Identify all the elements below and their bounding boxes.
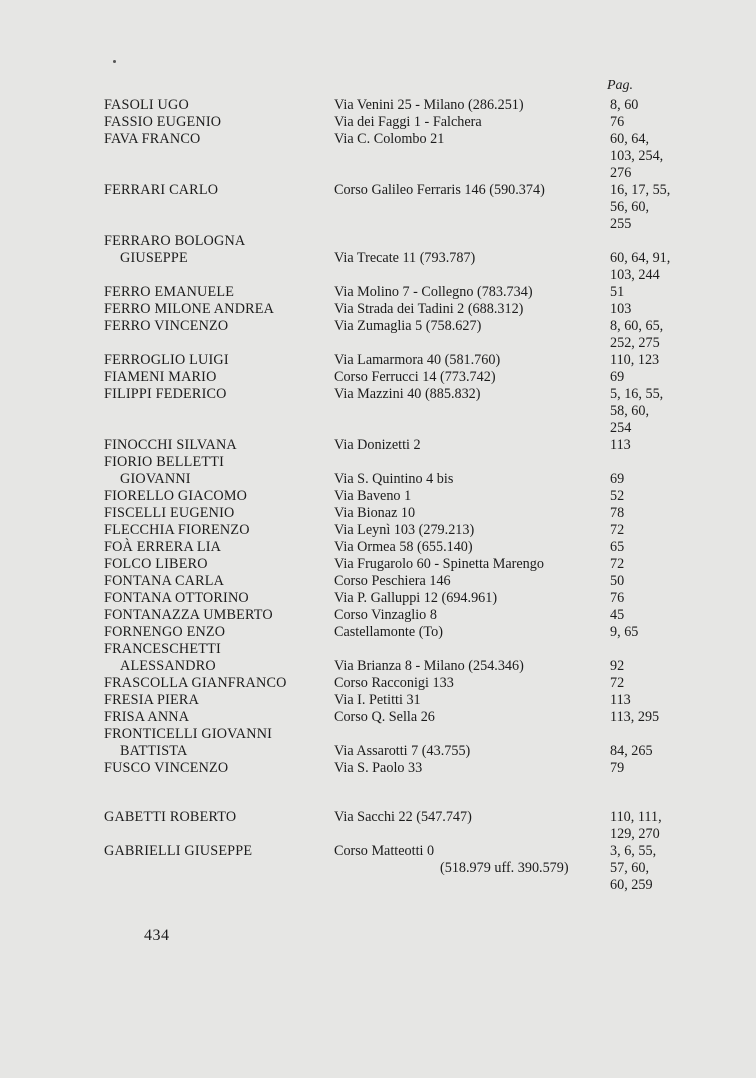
page-references: 51 — [610, 284, 625, 300]
person-name: FISCELLI EUGENIO — [104, 505, 235, 521]
entry-line — [0, 743, 756, 760]
entry-line — [0, 284, 756, 301]
person-name: FIAMENI MARIO — [104, 369, 217, 385]
person-name: FERROGLIO LUIGI — [104, 352, 229, 368]
person-name: FLECCHIA FIORENZO — [104, 522, 250, 538]
page-references: 60, 64, 91, — [610, 250, 671, 266]
entry-line — [0, 199, 756, 216]
index-entry — [0, 114, 756, 131]
entry-line — [0, 471, 756, 488]
entry-line — [0, 403, 756, 420]
index-entry — [0, 97, 756, 114]
page-references: 76 — [610, 590, 625, 606]
entry-line — [0, 250, 756, 267]
person-name: FRASCOLLA GIANFRANCO — [104, 675, 287, 691]
entry-line — [0, 182, 756, 199]
page-references: 72 — [610, 556, 625, 572]
person-name: FUSCO VINCENZO — [104, 760, 229, 776]
index-entry — [0, 505, 756, 522]
entry-line — [0, 809, 756, 826]
address: (518.979 uff. 390.579) — [440, 860, 569, 876]
entry-line — [0, 335, 756, 352]
page-references: 72 — [610, 522, 625, 538]
page-references: 113 — [610, 692, 631, 708]
person-name: FASSIO EUGENIO — [104, 114, 222, 130]
page-references: 79 — [610, 760, 625, 776]
person-name: GABETTI ROBERTO — [104, 809, 237, 825]
person-name: FERRO EMANUELE — [104, 284, 235, 300]
entry-line — [0, 114, 756, 131]
address: Via I. Petitti 31 — [334, 692, 421, 708]
page-references: 254 — [610, 420, 632, 436]
entry-line — [0, 488, 756, 505]
page-references: 8, 60 — [610, 97, 639, 113]
person-name: GABRIELLI GIUSEPPE — [104, 843, 253, 859]
page-references: 110, 123 — [610, 352, 660, 368]
address: Corso Vinzaglio 8 — [334, 607, 437, 623]
page-references: 129, 270 — [610, 826, 660, 842]
index-entry — [0, 386, 756, 437]
person-name: FOLCO LIBERO — [104, 556, 208, 572]
index-entry — [0, 760, 756, 777]
address: Via Strada dei Tadini 2 (688.312) — [334, 301, 524, 317]
page-references: 58, 60, — [610, 403, 650, 419]
index-entry — [0, 233, 756, 284]
page-references: 92 — [610, 658, 625, 674]
index-entry — [0, 182, 756, 233]
entry-line — [0, 131, 756, 148]
page-references: 65 — [610, 539, 625, 555]
person-name: GIUSEPPE — [120, 250, 188, 266]
person-name: FERRARO BOLOGNA — [104, 233, 246, 249]
address: Via Frugarolo 60 - Spinetta Marengo — [334, 556, 544, 572]
index-entry — [0, 726, 756, 760]
page-references: 3, 6, 55, — [610, 843, 657, 859]
page-references: 103, 244 — [610, 267, 660, 283]
address: Corso Ferrucci 14 (773.742) — [334, 369, 496, 385]
page-references: 113, 295 — [610, 709, 660, 725]
entry-line — [0, 97, 756, 114]
person-name: FINOCCHI SILVANA — [104, 437, 237, 453]
page-number: 434 — [144, 927, 170, 944]
address: Corso Racconigi 133 — [334, 675, 454, 691]
entry-line — [0, 607, 756, 624]
index-entry — [0, 352, 756, 369]
address: Via S. Quintino 4 bis — [334, 471, 454, 487]
address: Via Bionaz 10 — [334, 505, 416, 521]
page-references: 84, 265 — [610, 743, 653, 759]
index-entry — [0, 590, 756, 607]
entry-line — [0, 454, 756, 471]
entry-line — [0, 860, 756, 877]
index-entry — [0, 709, 756, 726]
address: Corso Q. Sella 26 — [334, 709, 435, 725]
page-references: 276 — [610, 165, 632, 181]
address: Castellamonte (To) — [334, 624, 443, 640]
page-references: 69 — [610, 369, 625, 385]
entry-line — [0, 522, 756, 539]
index-entry — [0, 284, 756, 301]
page-references: 113 — [610, 437, 631, 453]
address: Corso Galileo Ferraris 146 (590.374) — [334, 182, 545, 198]
index-entry — [0, 522, 756, 539]
person-name: FIORELLO GIACOMO — [104, 488, 248, 504]
page-references: 56, 60, — [610, 199, 650, 215]
index-entry — [0, 692, 756, 709]
address: Via C. Colombo 21 — [334, 131, 445, 147]
page-references: 103 — [610, 301, 632, 317]
address: Corso Matteotti 0 — [334, 843, 435, 859]
entry-line — [0, 692, 756, 709]
page-references: 60, 64, — [610, 131, 650, 147]
page-references: 69 — [610, 471, 625, 487]
person-name: FILIPPI FEDERICO — [104, 386, 227, 402]
page-references: 103, 254, — [610, 148, 664, 164]
pages-column-header: Pag. — [607, 78, 634, 93]
entry-line — [0, 556, 756, 573]
ink-speck — [113, 60, 116, 63]
page-references: 110, 111, — [610, 809, 662, 825]
page-references: 57, 60, — [610, 860, 650, 876]
person-name: GIOVANNI — [120, 471, 191, 487]
entry-line — [0, 216, 756, 233]
person-name: FORNENGO ENZO — [104, 624, 226, 640]
page-references: 45 — [610, 607, 625, 623]
address: Via Venini 25 - Milano (286.251) — [334, 97, 524, 113]
address: Via Mazzini 40 (885.832) — [334, 386, 481, 402]
page-references: 9, 65 — [610, 624, 639, 640]
entry-line — [0, 369, 756, 386]
entry-line — [0, 843, 756, 860]
address: Via S. Paolo 33 — [334, 760, 423, 776]
person-name: ALESSANDRO — [120, 658, 216, 674]
index-entry — [0, 539, 756, 556]
entry-line — [0, 233, 756, 250]
address: Via Ormea 58 (655.140) — [334, 539, 473, 555]
address: Via Assarotti 7 (43.755) — [334, 743, 471, 759]
address: Via P. Galluppi 12 (694.961) — [334, 590, 498, 606]
person-name: FAVA FRANCO — [104, 131, 201, 147]
address: Via Leynì 103 (279.213) — [334, 522, 475, 538]
entry-line — [0, 624, 756, 641]
page-references: 252, 275 — [610, 335, 660, 351]
entry-line — [0, 165, 756, 182]
index-entry — [0, 437, 756, 454]
address: Via Brianza 8 - Milano (254.346) — [334, 658, 524, 674]
entry-line — [0, 267, 756, 284]
page-references: 78 — [610, 505, 625, 521]
person-name: FRANCESCHETTI — [104, 641, 221, 657]
address: Via Molino 7 - Collegno (783.734) — [334, 284, 533, 300]
index-entry — [0, 675, 756, 692]
entry-line — [0, 386, 756, 403]
index-entry — [0, 809, 756, 843]
page-references: 52 — [610, 488, 625, 504]
index-entry — [0, 843, 756, 894]
page-references: 8, 60, 65, — [610, 318, 664, 334]
entry-line — [0, 877, 756, 894]
address: Via Trecate 11 (793.787) — [334, 250, 476, 266]
entry-line — [0, 760, 756, 777]
index-entry — [0, 301, 756, 318]
entry-line — [0, 675, 756, 692]
person-name: FONTANA OTTORINO — [104, 590, 249, 606]
person-name: FRONTICELLI GIOVANNI — [104, 726, 273, 742]
index-entry — [0, 454, 756, 488]
address: Via dei Faggi 1 - Falchera — [334, 114, 482, 130]
index-entry — [0, 641, 756, 675]
index-entry — [0, 607, 756, 624]
person-name: FOÀ ERRERA LIA — [104, 539, 222, 555]
person-name: FERRO MILONE ANDREA — [104, 301, 275, 317]
page-references: 72 — [610, 675, 625, 691]
page-references: 50 — [610, 573, 625, 589]
address: Via Donizetti 2 — [334, 437, 421, 453]
entry-line — [0, 148, 756, 165]
address: Via Lamarmora 40 (581.760) — [334, 352, 501, 368]
entry-line — [0, 590, 756, 607]
entry-line — [0, 709, 756, 726]
entry-line — [0, 437, 756, 454]
index-entry — [0, 573, 756, 590]
person-name: FASOLI UGO — [104, 97, 189, 113]
index-entry — [0, 556, 756, 573]
address: Via Baveno 1 — [334, 488, 412, 504]
entry-line — [0, 573, 756, 590]
index-entry — [0, 369, 756, 386]
address: Via Zumaglia 5 (758.627) — [334, 318, 482, 334]
entry-line — [0, 726, 756, 743]
person-name: FRESIA PIERA — [104, 692, 200, 708]
person-name: FONTANA CARLA — [104, 573, 225, 589]
person-name: FERRO VINCENZO — [104, 318, 229, 334]
person-name: BATTISTA — [120, 743, 188, 759]
index-entry — [0, 131, 756, 182]
page-references: 255 — [610, 216, 632, 232]
entry-line — [0, 641, 756, 658]
page-references: 76 — [610, 114, 625, 130]
section-gap — [0, 777, 756, 809]
person-name: FERRARI CARLO — [104, 182, 219, 198]
index-entries — [0, 97, 756, 894]
page-references: 60, 259 — [610, 877, 653, 893]
address: Corso Peschiera 146 — [334, 573, 451, 589]
index-entry — [0, 318, 756, 352]
entry-line — [0, 505, 756, 522]
page-references: 5, 16, 55, — [610, 386, 664, 402]
index-entry — [0, 488, 756, 505]
entry-line — [0, 539, 756, 556]
person-name: FONTANAZZA UMBERTO — [104, 607, 273, 623]
page-references: 16, 17, 55, — [610, 182, 671, 198]
index-entry — [0, 624, 756, 641]
entry-line — [0, 420, 756, 437]
person-name: FRISA ANNA — [104, 709, 190, 725]
address: Via Sacchi 22 (547.747) — [334, 809, 472, 825]
entry-line — [0, 352, 756, 369]
entry-line — [0, 658, 756, 675]
entry-line — [0, 318, 756, 335]
entry-line — [0, 301, 756, 318]
entry-line — [0, 826, 756, 843]
person-name: FIORIO BELLETTI — [104, 454, 225, 470]
